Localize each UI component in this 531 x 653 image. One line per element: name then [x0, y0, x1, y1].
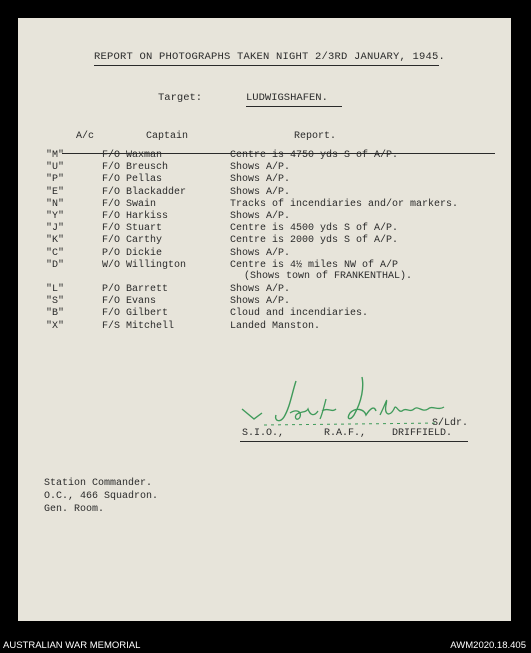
- report-header: REPORT ON PHOTOGRAPHS TAKEN NIGHT 2/3RD JANUARY, 1945.: [94, 51, 446, 63]
- distribution-line: Gen. Room.: [44, 504, 105, 515]
- row-report: Shows A/P.: [230, 247, 291, 259]
- row-aircraft: "K": [46, 235, 65, 247]
- row-aircraft: "P": [46, 174, 65, 186]
- row-aircraft: "L": [46, 284, 65, 295]
- sio-underline: [240, 441, 468, 442]
- footer-bar: [0, 639, 531, 653]
- footer-source: AUSTRALIAN WAR MEMORIAL: [3, 640, 141, 651]
- sio-label: S.I.O.,: [242, 428, 285, 439]
- column-ac: A/c: [76, 131, 95, 142]
- row-captain: P/O Barrett: [102, 284, 169, 295]
- footer-accession: AWM2020.18.405: [450, 640, 526, 651]
- row-captain: W/O Willington: [102, 259, 187, 271]
- row-aircraft: "D": [46, 259, 65, 271]
- row-aircraft: "J": [46, 223, 65, 235]
- row-aircraft: "Y": [46, 211, 65, 222]
- row-report: Landed Manston.: [230, 320, 321, 332]
- row-aircraft: "X": [46, 320, 65, 332]
- row-report: Centre is 4750 yds S of A/P.: [230, 150, 399, 161]
- document-page: [18, 18, 511, 621]
- row-report: Shows A/P.: [230, 162, 291, 174]
- header-underline: [94, 65, 439, 66]
- row-captain: P/O Dickie: [102, 247, 163, 259]
- row-captain: F/O Carthy: [102, 235, 163, 247]
- row-report: Shows A/P.: [230, 211, 291, 222]
- target-label: Target:: [158, 92, 203, 104]
- row-aircraft: "C": [46, 247, 65, 259]
- row-aircraft: "U": [46, 162, 65, 174]
- target-value: LUDWIGSHAFEN.: [246, 92, 328, 104]
- row-aircraft: "E": [46, 186, 65, 198]
- distribution-line: O.C., 466 Squadron.: [44, 491, 159, 502]
- row-report: Shows A/P.: [230, 284, 291, 295]
- signature-rank: S/Ldr.: [432, 418, 469, 429]
- row-captain: F/O Pellas: [102, 174, 163, 186]
- row-captain: F/O Blackadder: [102, 186, 187, 198]
- row-captain: F/O Breusch: [102, 162, 169, 174]
- signature-image: [240, 373, 450, 435]
- row-report: Centre is 2000 yds S of A/P.: [230, 235, 399, 247]
- row-report: Centre is 4500 yds S of A/P.: [230, 223, 399, 235]
- raf-label: R.A.F.,: [324, 428, 367, 439]
- row-report-continued: (Shows town of FRANKENTHAL).: [244, 270, 413, 282]
- row-captain: F/O Waxman: [102, 150, 163, 161]
- row-captain: F/O Gilbert: [102, 308, 169, 320]
- row-captain: F/O Stuart: [102, 223, 163, 235]
- row-aircraft: "S": [46, 296, 65, 308]
- driffield-label: DRIFFIELD.: [392, 428, 453, 439]
- row-captain: F/O Harkiss: [102, 211, 169, 222]
- row-report: Shows A/P.: [230, 296, 291, 308]
- column-report: Report.: [294, 131, 337, 142]
- row-captain: F/O Evans: [102, 296, 157, 308]
- row-report: Cloud and incendiaries.: [230, 308, 369, 320]
- row-report: Tracks of incendiaries and/or markers.: [230, 198, 459, 210]
- row-report: Centre is 4½ miles NW of A/P: [230, 259, 399, 271]
- row-report: Shows A/P.: [230, 186, 291, 198]
- row-captain: F/O Swain: [102, 198, 157, 210]
- row-captain: F/S Mitchell: [102, 320, 175, 332]
- row-aircraft: "B": [46, 308, 65, 320]
- row-aircraft: "N": [46, 198, 65, 210]
- distribution-line: Station Commander.: [44, 478, 153, 489]
- row-report: Shows A/P.: [230, 174, 291, 186]
- column-captain: Captain: [146, 131, 189, 142]
- target-underline: [246, 106, 342, 107]
- row-aircraft: "M": [46, 150, 65, 161]
